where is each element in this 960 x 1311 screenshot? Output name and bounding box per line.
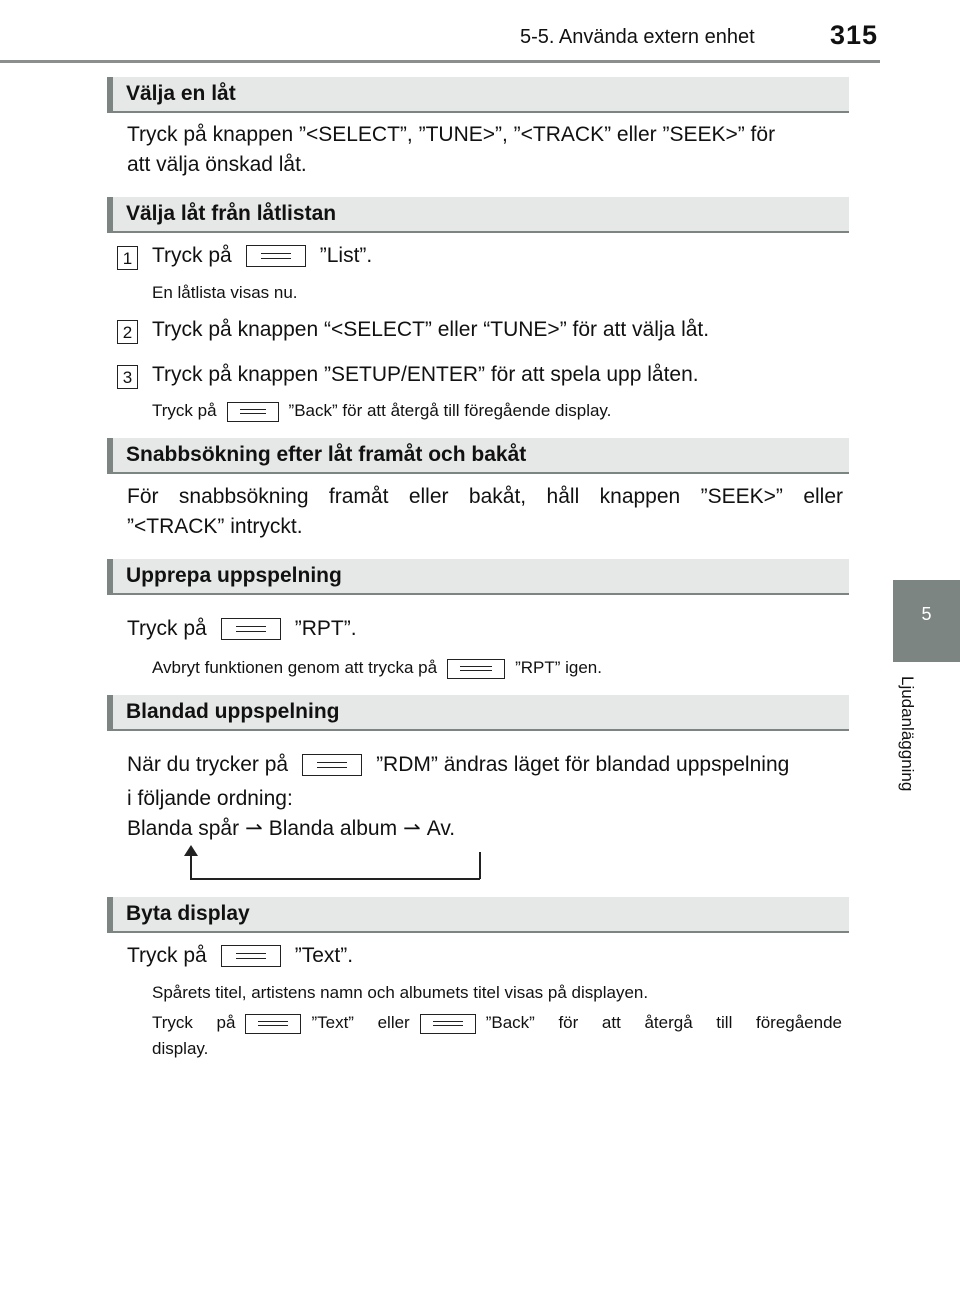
button-icon (227, 402, 279, 422)
step-text (152, 241, 372, 271)
cycle-line (190, 878, 480, 880)
step-text-part: ”List”. (319, 244, 373, 267)
cycle-line (190, 852, 192, 879)
section-title: Snabbsökning efter låt framåt och bakåt (126, 443, 527, 466)
note-part: ”Text” eller (311, 1013, 410, 1032)
button-icon (246, 245, 306, 267)
body-text (127, 750, 789, 780)
header-divider (0, 60, 880, 63)
body-part: Tryck på (127, 944, 207, 967)
note-text (152, 1010, 842, 1036)
body-text (127, 941, 353, 971)
cycle-line (479, 852, 481, 879)
body-part: Tryck på (127, 617, 207, 640)
note-part: Avbryt funktionen genom att trycka på (152, 658, 438, 677)
note-part: ”RPT” igen. (515, 658, 602, 677)
note-text: Spårets titel, artistens namn och albumets titel visas på displayen. (152, 983, 649, 1002)
note-part: ”Back” för att återgå till föregående display. (288, 401, 612, 420)
note-text: display. (152, 1039, 209, 1058)
note-text: En låtlista visas nu. (152, 283, 298, 302)
section-header-track-list (107, 197, 849, 233)
step-number-badge: 2 (117, 320, 138, 344)
button-icon (221, 945, 281, 967)
note-part: Tryck på (152, 1013, 236, 1032)
note-part: Tryck på (152, 401, 217, 420)
button-icon (221, 618, 281, 640)
arrow-right-icon: ⇀ (403, 817, 421, 840)
section-title: Upprepa uppspelning (126, 564, 342, 587)
mode-item: Av. (426, 817, 456, 840)
section-title: Byta display (126, 902, 250, 925)
button-icon (447, 659, 505, 679)
body-text: ”<TRACK” intryckt. (127, 515, 303, 538)
body-text: För snabbsökning framåt eller bakåt, håll knappen ”SEEK>” eller (127, 485, 843, 508)
section-header-repeat (107, 559, 849, 595)
section-header-select-track (107, 77, 849, 113)
button-icon (420, 1014, 476, 1034)
arrow-right-icon: ⇀ (245, 817, 263, 840)
chapter-tab (893, 580, 960, 662)
mode-sequence (127, 814, 455, 844)
header-section-title: 5-5. Använda extern enhet (520, 26, 755, 48)
body-part: När du trycker på (127, 753, 289, 776)
step-text: Tryck på knappen “<SELECT” eller “TUNE>” för att välja låt. (152, 318, 710, 341)
body-text: att välja önskad låt. (127, 153, 307, 176)
body-part: ”RPT”. (294, 617, 357, 640)
body-text: i följande ordning: (127, 787, 293, 810)
section-header-shuffle (107, 695, 849, 731)
button-icon (302, 754, 362, 776)
section-title: Välja låt från låtlistan (126, 202, 337, 225)
button-icon (245, 1014, 301, 1034)
note-part: ”Back” för att återgå till föregående (485, 1013, 842, 1032)
step-text-part: Tryck på (152, 244, 232, 267)
section-header-fast-seek (107, 438, 849, 474)
body-text: Tryck på knappen ”<SELECT”, ”TUNE>”, ”<TRACK” eller ”SEEK>” för (127, 123, 776, 146)
mode-item: Blanda spår (127, 817, 240, 840)
step-number-badge: 1 (117, 246, 138, 270)
step-text: Tryck på knappen ”SETUP/ENTER” för att spela upp låten. (152, 363, 699, 386)
section-title: Blandad uppspelning (126, 700, 340, 723)
page-number: 315 (830, 20, 879, 50)
chapter-label: Ljudanläggning (898, 676, 917, 792)
body-part: ”RDM” ändras läget för blandad uppspelning (376, 753, 790, 776)
mode-item: Blanda album (268, 817, 398, 840)
section-header-change-display (107, 897, 849, 933)
step-number-badge: 3 (117, 365, 138, 389)
body-part: ”Text”. (294, 944, 354, 967)
note-text (152, 398, 611, 424)
note-text (152, 655, 602, 681)
section-title: Välja en låt (126, 82, 236, 105)
chapter-number: 5 (921, 604, 932, 624)
body-text (127, 614, 357, 644)
